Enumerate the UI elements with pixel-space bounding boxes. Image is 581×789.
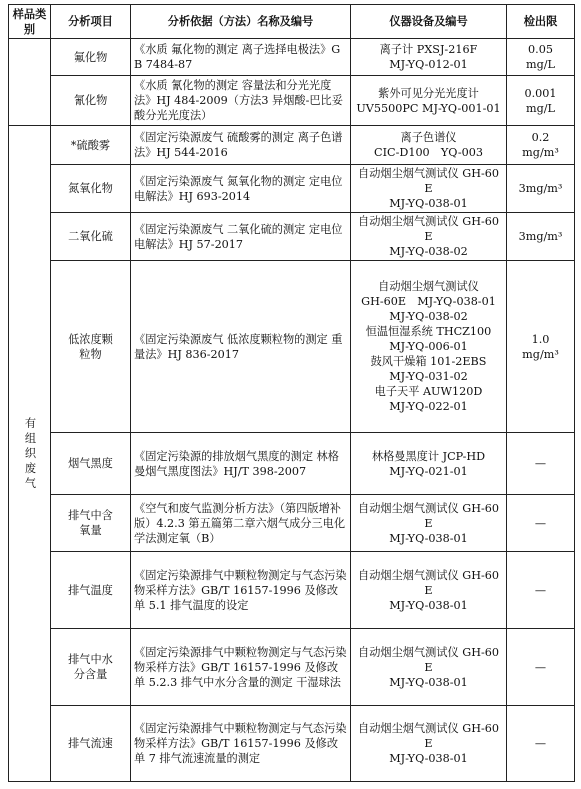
method-cell: 《空气和废气监测分析方法》（第四版增补版）4.2.3 第五篇第二章六烟气成分三电化学法测定氧（B） [131,495,351,552]
instrument-cell [351,76,507,126]
detection-limit-cell [507,261,575,433]
table-row [9,706,575,782]
detection-limit-value: mg/L [526,58,555,71]
header-detection-limit: 检出限 [507,5,575,39]
table-header-row [9,5,575,39]
detection-limit-value: 0.001 [524,86,557,100]
header-category: 样品类别 [9,5,51,39]
table-row [9,76,575,126]
detection-limit-value: — [534,737,547,750]
instrument-line: 离子计 PXSJ-216F [379,43,478,56]
instrument-line: MJ-YQ-021-01 [389,464,468,478]
instrument-line: MJ-YQ-022-01 [389,400,468,413]
instrument-line: 恒温恒湿系统 THCZ100 [365,325,492,338]
instrument-line: 自动烟尘烟气测试仪 GH-60E [358,568,499,597]
table-row [9,552,575,629]
detection-limit-value: — [534,583,547,597]
header-item: 分析项目 [51,5,131,39]
method-cell: 《固定污染源废气 低浓度颗粒物的测定 重量法》HJ 836-2017 [131,261,351,433]
analysis-item-cell: 排气中水分含量 [51,629,131,706]
document-page [8,4,574,782]
method-cell: 《固定污染源废气 二氧化硫的测定 定电位电解法》HJ 57-2017 [131,213,351,261]
instrument-line: 离子色谱仪 [400,131,457,144]
detection-limit-value: 0.2 [531,131,550,144]
analysis-item-cell: 氟化物 [51,39,131,76]
instrument-cell [351,39,507,76]
detection-limit-cell [507,552,575,629]
method-cell: 《固定污染源的排放烟气黑度的测定 林格曼烟气黑度图法》HJ/T 398-2007 [131,433,351,495]
instrument-line: GH-60E MJ-YQ-038-01 [361,295,496,308]
instrument-line: 自动烟尘烟气测试仪 GH-60E [358,722,499,750]
table-row [9,629,575,706]
analysis-item-cell: 烟气黑度 [51,433,131,495]
detection-limit-cell [507,165,575,213]
table-body [9,39,575,782]
method-cell: 《固定污染源排气中颗粒物测定与气态污染物采样方法》GB/T 16157-1996 及修改单 7 排气流速流量的测定 [131,706,351,782]
detection-limit-value: 3mg/m³ [518,230,563,243]
detection-limit-cell [507,126,575,165]
instrument-line: MJ-YQ-038-02 [389,245,468,258]
instrument-line: MJ-YQ-038-01 [389,531,468,545]
table-row [9,126,575,165]
instrument-cell [351,433,507,495]
instrument-cell [351,495,507,552]
detection-limit-value: — [534,660,547,674]
analysis-item-cell: 排气流速 [51,706,131,782]
sample-category-cell [9,39,51,126]
instrument-line: 自动烟尘烟气测试仪 [378,280,479,293]
analysis-item-cell: 氮氧化物 [51,165,131,213]
header-method: 分析依据（方法）名称及编号 [131,5,351,39]
instrument-cell [351,706,507,782]
method-cell: 《固定污染源排气中颗粒物测定与气态污染物采样方法》GB/T 16157-1996 及修改单 5.1 排气温度的设定 [131,552,351,629]
instrument-line: 紫外可见分光光度计 [378,86,479,100]
method-cell: 《水质 氰化物的测定 容量法和分光光度法》HJ 484-2009（方法3 异烟酸-巴比妥酸分光光度法） [131,76,351,126]
instrument-line: MJ-YQ-038-01 [389,752,468,765]
instrument-line: 自动烟尘烟气测试仪 GH-60E [358,167,499,195]
table-row [9,261,575,433]
detection-limit-value: 3mg/m³ [518,182,563,195]
instrument-line: 鼓风干燥箱 101-2EBS [370,355,487,368]
table-row [9,39,575,76]
instrument-cell [351,165,507,213]
table-row [9,213,575,261]
instrument-line: MJ-YQ-012-01 [389,58,468,71]
detection-limit-value: 1.0 [531,332,550,346]
instrument-line: 电子天平 AUW120D [374,385,483,398]
instrument-cell [351,261,507,433]
detection-limit-value: mg/m³ [522,146,559,159]
detection-limit-value: — [534,457,547,470]
table-row [9,165,575,213]
instrument-line: MJ-YQ-038-01 [389,675,468,689]
analysis-item-cell: 氰化物 [51,76,131,126]
instrument-line: MJ-YQ-031-02 [389,370,468,383]
table-row [9,433,575,495]
instrument-line: MJ-YQ-038-01 [389,598,468,612]
method-cell: 《固定污染源废气 氮氧化物的测定 定电位电解法》HJ 693-2014 [131,165,351,213]
analysis-item-cell: 排气中含氧量 [51,495,131,552]
detection-limit-cell [507,433,575,495]
instrument-line: 自动烟尘烟气测试仪 GH-60E [358,215,499,243]
instrument-line: 自动烟尘烟气测试仪 GH-60E [358,645,499,674]
detection-limit-value: 0.05 [528,43,553,56]
table-row [9,495,575,552]
instrument-line: MJ-YQ-006-01 [389,340,468,353]
header-instrument: 仪器设备及编号 [351,5,507,39]
analysis-methods-table [8,4,575,782]
instrument-cell [351,629,507,706]
analysis-item-cell: *硫酸雾 [51,126,131,165]
detection-limit-cell [507,213,575,261]
instrument-line: MJ-YQ-038-02 [389,310,468,323]
sample-category-cell: 有组织废气 [9,126,51,782]
detection-limit-cell [507,495,575,552]
detection-limit-value: — [534,516,547,530]
detection-limit-value: mg/m³ [522,347,559,361]
detection-limit-cell [507,39,575,76]
detection-limit-cell [507,706,575,782]
detection-limit-cell [507,76,575,126]
analysis-item-cell: 排气温度 [51,552,131,629]
instrument-line: MJ-YQ-038-01 [389,197,468,210]
instrument-cell [351,552,507,629]
instrument-line: CIC-D100 YQ-003 [374,146,483,159]
detection-limit-value: mg/L [526,101,555,115]
method-cell: 《水质 氟化物的测定 离子选择电极法》GB 7484-87 [131,39,351,76]
instrument-line: 自动烟尘烟气测试仪 GH-60E [358,501,499,530]
instrument-line: 林格曼黑度计 JCP-HD [371,449,486,463]
instrument-cell [351,213,507,261]
analysis-item-cell: 二氧化硫 [51,213,131,261]
instrument-cell [351,126,507,165]
method-cell: 《固定污染源排气中颗粒物测定与气态污染物采样方法》GB/T 16157-1996 及修改单 5.2.3 排气中水分含量的测定 干湿球法 [131,629,351,706]
detection-limit-cell [507,629,575,706]
instrument-line: UV5500PC MJ-YQ-001-01 [356,101,501,115]
method-cell: 《固定污染源废气 硫酸雾的测定 离子色谱法》HJ 544-2016 [131,126,351,165]
analysis-item-cell: 低浓度颗粒物 [51,261,131,433]
